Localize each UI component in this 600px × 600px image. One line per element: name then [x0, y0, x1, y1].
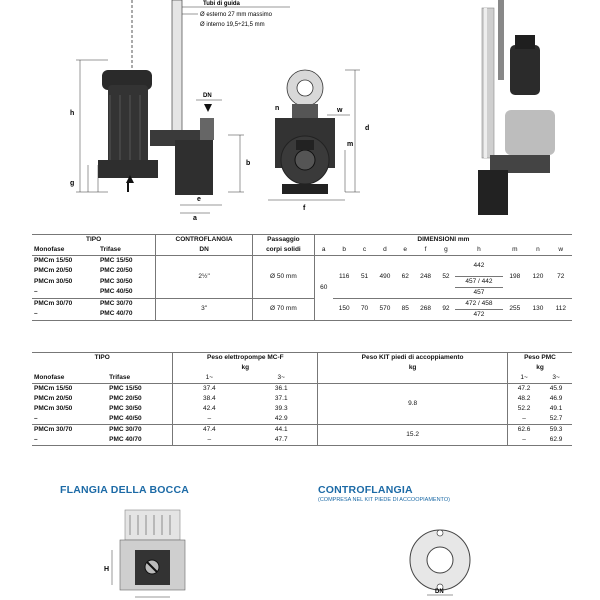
flangia-drawing: [90, 505, 220, 600]
col-dimensioni: DIMENSIONI mm: [314, 235, 572, 246]
col-a: a: [314, 245, 332, 256]
col-dn: DN: [156, 245, 253, 256]
dim-n-label: n: [275, 105, 280, 112]
col-peso-el: Peso elettropompe MC-F: [173, 353, 318, 364]
col-f: f: [424, 246, 427, 253]
controflangia-dn-label: DN: [435, 589, 444, 595]
col-g: g: [444, 246, 448, 253]
col-b: b: [342, 246, 347, 253]
dim-e-label: e: [197, 196, 201, 203]
col-w: w: [558, 246, 564, 253]
weights-table: TIPO Peso elettropompe MC-F Peso KIT piedi di accoppiamento Peso PMC kg kg kg Monofase Trifase 1~ 3~ 1~ 3~ PMCm 15/50 PMC 15/50 37.4 36.1 9.8 47.2 45.9 PMCm 20/50 PMC 20/50 38.4 37.1 48.2 46.9 PMCm 30/50 PMC 30/50 42.4 39.3 52.2 49.1 – PMC 40/50 – 42.9 – 52.7 PMCm 30/70 PMC 30/70 47.4 44.1 15.2 62.6 59.3 – PMC 40/70 – 47.7 – 62.9: [32, 352, 572, 446]
pump-3d-render: [478, 0, 555, 215]
col-n: n: [536, 246, 540, 253]
table-row: PMCm 20/50 PMC 20/50 38.4 37.1 48.2 46.9: [34, 395, 563, 402]
col-tipo2: TIPO: [94, 354, 110, 361]
col-peso-pmc: Peso PMC: [508, 353, 573, 364]
controflangia-drawing: [395, 505, 495, 600]
col-e: e: [403, 246, 408, 253]
table-row: PMCm 30/70 PMC 30/70 47.4 44.1 15.2 62.6 59.3: [32, 425, 572, 436]
table-row: – PMC 40/70 – 47.7 – 62.9: [32, 435, 572, 446]
col-corpi: corpi solidi: [252, 245, 314, 256]
external-diameter-note: Ø esterno 27 mm massimo: [200, 12, 273, 18]
col-m: m: [512, 246, 518, 253]
flangia-title: FLANGIA DELLA BOCCA: [60, 484, 190, 496]
col-peso-kit: Peso KIT piedi di accoppiamento: [318, 353, 508, 364]
table-row: PMCm 30/70 PMC 30/70 3" Ø 70 mm 150 70 570 85 268 92 472 / 458 255 130 112: [32, 298, 572, 309]
col-h: h: [477, 246, 481, 253]
col-tipo: TIPO: [86, 236, 102, 243]
col-passaggio: Passaggio: [252, 235, 314, 246]
table-row: PMCm 15/50 PMC 15/50 2½" Ø 50 mm 60 116 51 490 62 248 52 442 198 120 72: [32, 256, 572, 267]
table-row: PMCm 30/50 PMC 30/50 457 / 442: [32, 276, 572, 287]
table-row: – PMC 40/50 – 42.9 – 52.7: [32, 414, 572, 425]
dim-h-label: h: [70, 110, 75, 117]
dim-w-label: w: [337, 107, 343, 114]
internal-diameter-note: Ø interno 19,5÷21,5 mm: [200, 22, 265, 28]
col-d: d: [383, 246, 387, 253]
table-row: PMCm 30/50 PMC 30/50 42.4 39.3 52.2 49.1: [34, 405, 563, 412]
table-row: – PMC 40/70 472: [32, 309, 572, 320]
dimensions-table: [32, 234, 572, 321]
pump-dimension-drawings: [0, 0, 600, 228]
pump-side-view: [98, 70, 214, 195]
flangia-h-label: H: [104, 566, 110, 573]
guide-pipe-caption: Tubi di guida: [203, 1, 240, 7]
pump-front-view: [275, 70, 335, 194]
dim-m-label: m: [347, 141, 354, 148]
col-c: c: [362, 246, 367, 253]
dim-d-label: d: [365, 125, 370, 132]
col-trifase: Trifase: [99, 246, 121, 253]
table-row: PMCm 15/50 PMC 15/50 37.4 36.1 9.8 47.2 45.9: [32, 384, 572, 395]
dim-a-label: a: [193, 215, 197, 222]
dim-f-label: f: [303, 205, 306, 212]
col-controflangia: CONTROFLANGIA: [156, 235, 253, 246]
controflangia-title: CONTROFLANGIA: [318, 484, 413, 496]
col-monofase: Monofase: [34, 246, 65, 253]
controflangia-subtitle: (COMPRESA NEL KIT PIEDE DI ACCOOPIAMENTO): [318, 497, 450, 503]
dim-dn-label: DN: [203, 93, 212, 99]
dim-g-label: g: [70, 180, 75, 187]
table-row: – PMC 40/50 457: [32, 287, 572, 298]
dim-b-label: b: [246, 160, 251, 167]
table-row: PMCm 20/50 PMC 20/50: [34, 267, 133, 274]
